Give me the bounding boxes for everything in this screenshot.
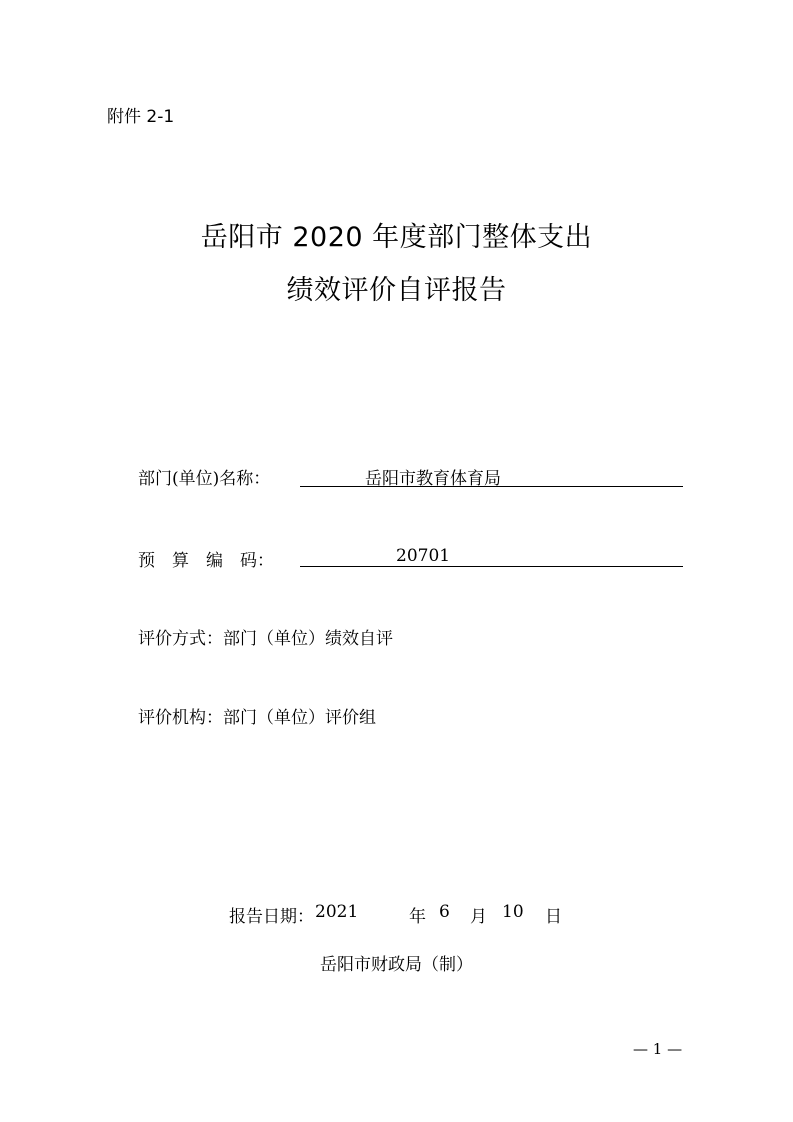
issuer: 岳阳市财政局（制） [320, 955, 473, 975]
budget-code-underline [300, 566, 683, 567]
budget-code-label: 预 算 编 码： [138, 551, 274, 571]
budget-code-value: 20701 [396, 546, 451, 566]
page-number: — 1 — [633, 1040, 683, 1058]
evaluation-body: 评价机构：部门（单位）评价组 [138, 708, 376, 728]
attachment-label: 附件 2-1 [107, 107, 175, 127]
report-title-line-1: 岳阳市 2020 年度部门整体支出 [200, 222, 593, 253]
report-date-year-unit: 年 [409, 907, 426, 927]
report-date-day: 10 [502, 902, 524, 922]
department-label: 部门(单位)名称： [138, 469, 271, 489]
report-date-year: 2021 [315, 902, 359, 922]
report-date-day-unit: 日 [545, 907, 562, 927]
department-value: 岳阳市教育体育局 [365, 469, 501, 489]
report-date-month: 6 [439, 902, 450, 922]
evaluation-method: 评价方式：部门（单位）绩效自评 [138, 629, 393, 649]
report-date-month-unit: 月 [470, 907, 487, 927]
report-date-label: 报告日期： [229, 907, 314, 927]
report-title-line-2: 绩效评价自评报告 [286, 275, 507, 306]
